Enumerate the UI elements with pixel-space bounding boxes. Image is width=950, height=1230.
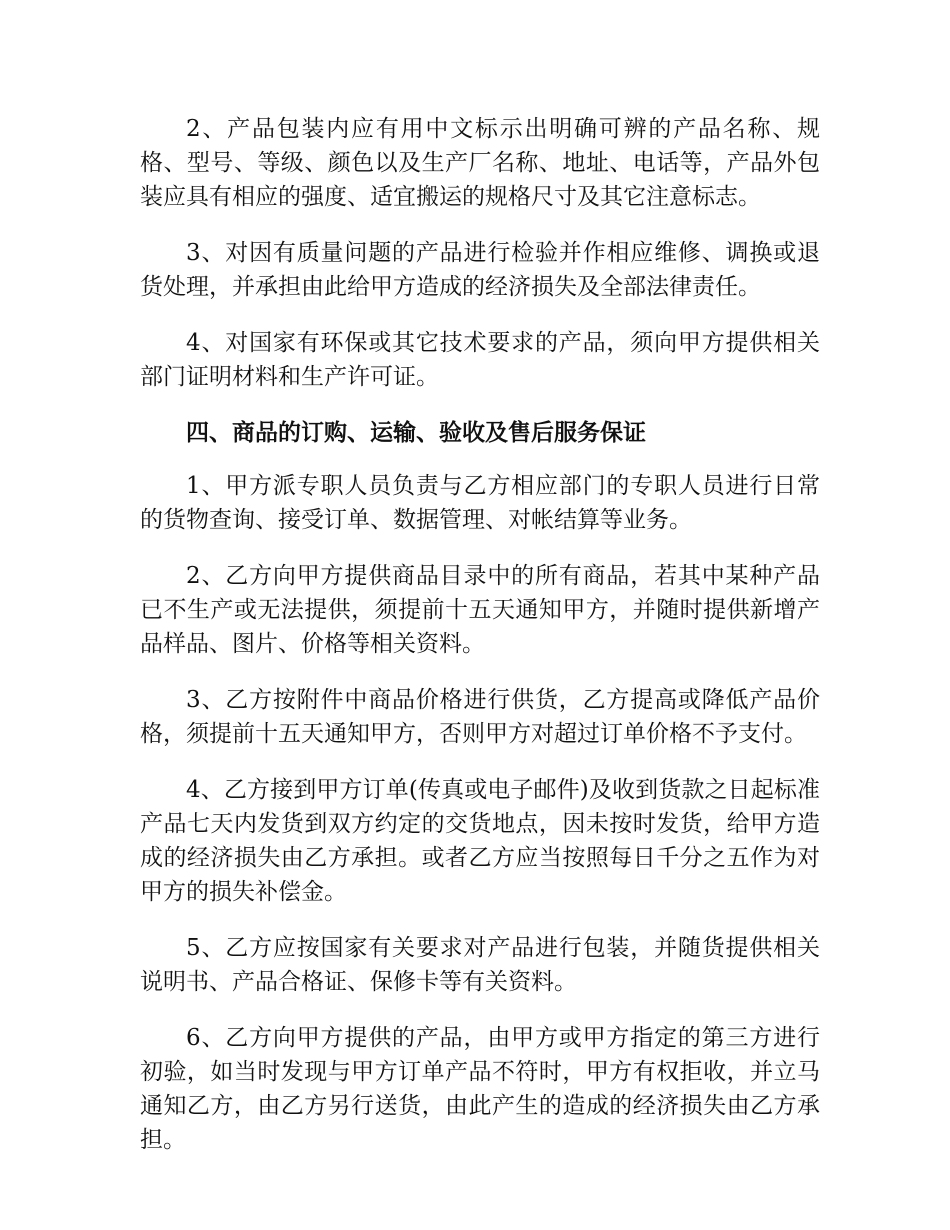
section-heading: 四、商品的订购、运输、验收及售后服务保证: [186, 419, 646, 446]
document-page: [140, 112, 820, 1179]
section-4-paragraph-5: 5、乙方应按国家有关要求对产品进行包装，并随货提供相关说明书、产品合格证、保修卡等有关资料。: [140, 935, 820, 995]
section-4-paragraph-3: 3、乙方按附件中商品价格进行供货，乙方提高或降低产品价格，须提前十五天通知甲方，否则甲方对超过订单价格不予支付。: [140, 687, 820, 747]
section-4-paragraph-4: 4、乙方接到甲方订单(传真或电子邮件)及收到货款之日起标准产品七天内发货到双方约定的交货地点，因未按时发货，给甲方造成的经济损失由乙方承担。或者乙方应当按照每日千分之五作为对甲方的损失补偿金。: [140, 777, 820, 905]
section-4-paragraph-1: 1、甲方派专职人员负责与乙方相应部门的专职人员进行日常的货物查询、接受订单、数据管理、对帐结算等业务。: [140, 473, 820, 533]
section-4-paragraph-2: 2、乙方向甲方提供商品目录中的所有商品，若其中某种产品已不生产或无法提供，须提前十五天通知甲方，并随时提供新增产品样品、图片、价格等相关资料。: [140, 563, 820, 657]
clause-paragraph-2: 2、产品包装内应有用中文标示出明确可辨的产品名称、规格、型号、等级、颜色以及生产厂名称、地址、电话等，产品外包装应具有相应的强度、适宜搬运的规格尺寸及其它注意标志。: [140, 116, 820, 210]
clause-paragraph-3: 3、对因有质量问题的产品进行检验并作相应维修、调换或退货处理，并承担由此给甲方造成的经济损失及全部法律责任。: [140, 240, 820, 300]
clause-paragraph-4: 4、对国家有环保或其它技术要求的产品，须向甲方提供相关部门证明材料和生产许可证。: [140, 330, 820, 390]
section-4-paragraph-6: 6、乙方向甲方提供的产品，由甲方或甲方指定的第三方进行初验，如当时发现与甲方订单产品不符时，甲方有权拒收，并立马通知乙方，由乙方另行送货，由此产生的造成的经济损失由乙方承担。: [140, 1025, 820, 1153]
